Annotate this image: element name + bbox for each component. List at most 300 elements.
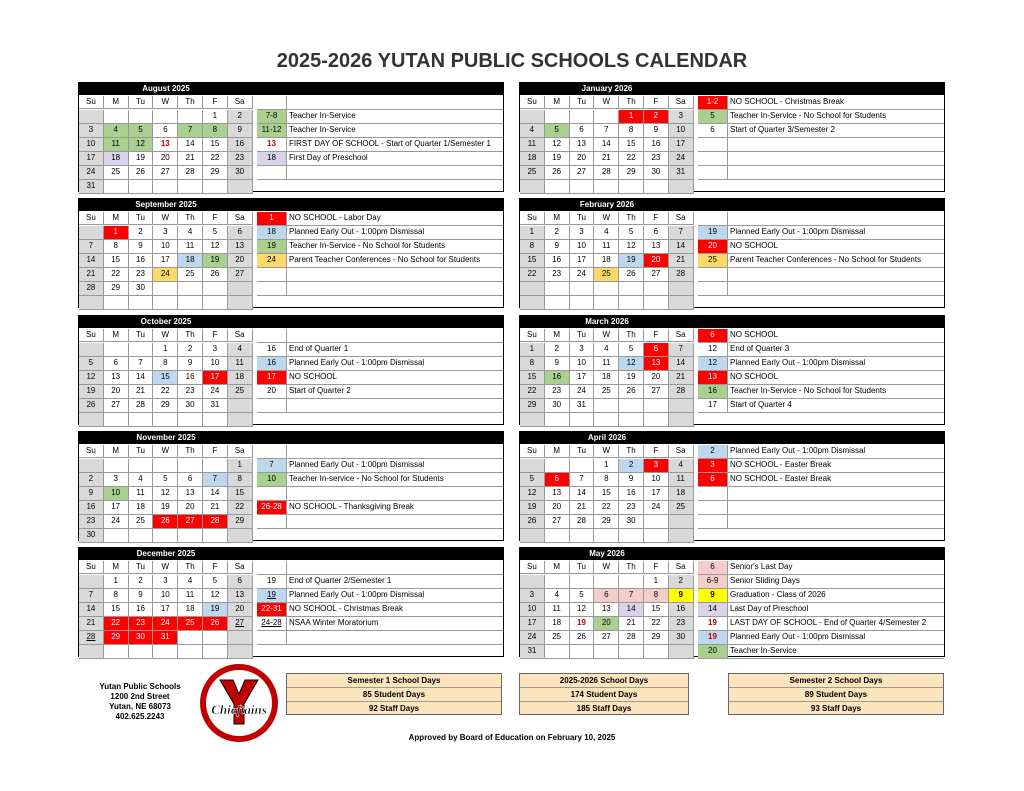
calendar-day: 30 <box>129 631 154 645</box>
summary-title: 2025-2026 School Days <box>520 674 688 688</box>
weekday-header: W <box>594 561 619 574</box>
calendar-day: 18 <box>129 501 154 515</box>
event-description: NO SCHOOL <box>287 371 503 385</box>
calendar-day: 30 <box>178 399 203 413</box>
calendar-day: 14 <box>79 254 104 268</box>
calendar-day: 17 <box>153 603 178 617</box>
calendar-day: 25 <box>104 166 129 180</box>
event-date: 10 <box>257 473 287 487</box>
calendar-day: 23 <box>129 617 154 631</box>
event-description: NO SCHOOL - Thanksgiving Break <box>287 501 503 515</box>
calendar-day: 12 <box>203 589 228 603</box>
event-date <box>698 501 728 515</box>
event-date <box>698 487 728 501</box>
month-block <box>78 315 504 425</box>
calendar-day: 6 <box>644 226 669 240</box>
calendar-day <box>178 645 203 659</box>
calendar-day: 17 <box>104 501 129 515</box>
calendar-day: 7 <box>669 226 694 240</box>
event-description: NO SCHOOL <box>728 240 944 254</box>
calendar-day: 7 <box>594 124 619 138</box>
event-description <box>287 282 503 296</box>
weekday-header: Sa <box>228 329 253 342</box>
calendar-day: 2 <box>79 473 104 487</box>
calendar-day <box>619 529 644 543</box>
calendar-day: 8 <box>153 357 178 371</box>
calendar-day <box>594 413 619 427</box>
weekday-header: Th <box>178 561 203 574</box>
month-header <box>79 432 503 444</box>
calendar-day: 31 <box>203 399 228 413</box>
calendar-day: 10 <box>79 138 104 152</box>
weekday-header: Tu <box>129 445 154 458</box>
event-description: Teacher In-Service - No School for Students <box>728 385 944 399</box>
calendar-day: 8 <box>203 124 228 138</box>
event-date: 24 <box>257 254 287 268</box>
month-header <box>79 548 503 560</box>
event-description: Teacher In-Service - No School for Students <box>728 110 944 124</box>
calendar-day <box>520 413 545 427</box>
calendar-day: 19 <box>203 603 228 617</box>
calendar-day: 13 <box>644 357 669 371</box>
event-date: 20 <box>257 385 287 399</box>
weekday-header: Tu <box>129 561 154 574</box>
weekday-header: Su <box>79 445 104 458</box>
weekday-header: Sa <box>669 329 694 342</box>
calendar-day: 3 <box>570 343 595 357</box>
weekday-header: F <box>644 329 669 342</box>
calendar-day <box>203 645 228 659</box>
calendar-day <box>520 529 545 543</box>
event-date <box>257 515 287 529</box>
calendar-day: 26 <box>570 631 595 645</box>
event-date: 6 <box>698 124 728 138</box>
calendar-day: 2 <box>129 575 154 589</box>
calendar-day: 8 <box>619 124 644 138</box>
calendar-day: 21 <box>203 501 228 515</box>
weekday-header: F <box>644 445 669 458</box>
calendar-day <box>153 180 178 194</box>
calendar-day: 28 <box>129 399 154 413</box>
calendar-day <box>203 459 228 473</box>
event-description: NO SCHOOL <box>728 329 944 343</box>
calendar-day <box>545 180 570 194</box>
calendar-day: 7 <box>129 357 154 371</box>
weekday-header: Sa <box>228 96 253 109</box>
calendar-day: 4 <box>228 343 253 357</box>
calendar-day: 3 <box>669 110 694 124</box>
calendar-day: 9 <box>228 124 253 138</box>
calendar-day: 23 <box>619 501 644 515</box>
calendar-day <box>178 282 203 296</box>
calendar-day: 14 <box>669 240 694 254</box>
calendar-day: 13 <box>104 371 129 385</box>
calendar-day: 15 <box>644 603 669 617</box>
weekday-header: F <box>644 561 669 574</box>
calendar-day <box>669 296 694 310</box>
calendar-day: 4 <box>545 589 570 603</box>
event-date <box>698 152 728 166</box>
calendar-day: 27 <box>153 166 178 180</box>
calendar-day: 27 <box>570 166 595 180</box>
event-description <box>728 212 944 226</box>
calendar-day: 13 <box>178 487 203 501</box>
calendar-day <box>669 399 694 413</box>
calendar-day: 9 <box>545 240 570 254</box>
weekday-header: Sa <box>669 96 694 109</box>
calendar-day: 3 <box>79 124 104 138</box>
calendar-day <box>669 282 694 296</box>
calendar-day: 17 <box>669 138 694 152</box>
calendar-day <box>619 296 644 310</box>
month-header <box>520 316 944 328</box>
weekday-header: W <box>594 329 619 342</box>
event-description: Planned Early Out - 1:00pm Dismissal <box>728 631 944 645</box>
event-date: 9 <box>698 589 728 603</box>
weekday-header: Tu <box>570 445 595 458</box>
calendar-day <box>178 110 203 124</box>
calendar-day: 26 <box>619 268 644 282</box>
event-description <box>287 329 503 343</box>
calendar-day: 29 <box>619 166 644 180</box>
calendar-day: 1 <box>619 110 644 124</box>
calendar-day <box>203 529 228 543</box>
calendar-day: 29 <box>520 399 545 413</box>
event-description: Parent Teacher Conferences - No School for Students <box>287 254 503 268</box>
calendar-day: 20 <box>594 617 619 631</box>
calendar-day <box>79 343 104 357</box>
calendar-day: 28 <box>178 166 203 180</box>
calendar-day: 8 <box>644 589 669 603</box>
calendar-day: 22 <box>619 152 644 166</box>
calendar-day <box>104 645 129 659</box>
calendar-day <box>669 645 694 659</box>
calendar-day: 6 <box>104 357 129 371</box>
calendar-day: 25 <box>594 268 619 282</box>
weekday-header: Tu <box>570 212 595 225</box>
month-block <box>78 198 504 308</box>
calendar-day: 15 <box>228 487 253 501</box>
calendar-day: 29 <box>594 515 619 529</box>
calendar-day: 23 <box>644 152 669 166</box>
month-name: December 2025 <box>136 549 196 558</box>
calendar-day: 24 <box>153 617 178 631</box>
calendar-day <box>129 296 154 310</box>
event-date: 19 <box>698 226 728 240</box>
semester2-summary <box>728 673 944 715</box>
calendar-day: 5 <box>203 226 228 240</box>
calendar-day: 8 <box>228 473 253 487</box>
event-description: Last Day of Preschool <box>728 603 944 617</box>
calendar-day: 23 <box>79 515 104 529</box>
calendar-day <box>570 413 595 427</box>
month-name: January 2026 <box>581 84 633 93</box>
event-date: 20 <box>698 240 728 254</box>
event-date: 6 <box>698 473 728 487</box>
calendar-day: 25 <box>178 268 203 282</box>
calendar-day: 27 <box>104 399 129 413</box>
summary-students: 89 Student Days <box>729 688 943 702</box>
event-date: 6 <box>698 329 728 343</box>
calendar-day <box>619 180 644 194</box>
event-date: 16 <box>698 385 728 399</box>
calendar-day <box>203 413 228 427</box>
calendar-day: 18 <box>178 254 203 268</box>
calendar-day: 10 <box>520 603 545 617</box>
calendar-day: 29 <box>153 399 178 413</box>
calendar-day: 15 <box>520 254 545 268</box>
calendar-day <box>178 180 203 194</box>
weekday-header: F <box>644 96 669 109</box>
calendar-day: 29 <box>644 631 669 645</box>
weekday-header: F <box>203 212 228 225</box>
calendar-day: 26 <box>545 166 570 180</box>
event-date: 18 <box>257 226 287 240</box>
calendar-day: 23 <box>545 268 570 282</box>
calendar-day <box>79 110 104 124</box>
calendar-day <box>619 645 644 659</box>
calendar-day: 11 <box>520 138 545 152</box>
calendar-day: 6 <box>178 473 203 487</box>
event-date: 6-9 <box>698 575 728 589</box>
calendar-day <box>79 575 104 589</box>
calendar-day: 10 <box>153 240 178 254</box>
weekday-header: M <box>104 561 129 574</box>
calendar-day: 26 <box>129 166 154 180</box>
calendar-day: 10 <box>644 473 669 487</box>
calendar-day: 14 <box>570 487 595 501</box>
calendar-day <box>644 645 669 659</box>
event-description: Planned Early Out - 1:00pm Dismissal <box>287 589 503 603</box>
calendar-day <box>203 631 228 645</box>
calendar-day: 4 <box>594 226 619 240</box>
event-description <box>287 445 503 459</box>
event-description <box>287 399 503 413</box>
calendar-day: 14 <box>594 138 619 152</box>
calendar-day <box>129 343 154 357</box>
calendar-day: 5 <box>619 226 644 240</box>
calendar-day <box>178 529 203 543</box>
calendar-day: 9 <box>129 589 154 603</box>
calendar-day: 5 <box>619 343 644 357</box>
calendar-day: 20 <box>228 603 253 617</box>
weekday-header: W <box>594 445 619 458</box>
event-description: Senior Sliding Days <box>728 575 944 589</box>
calendar-day: 9 <box>545 357 570 371</box>
event-description <box>728 166 944 180</box>
calendar-day: 30 <box>79 529 104 543</box>
calendar-day: 20 <box>153 152 178 166</box>
event-date <box>698 268 728 282</box>
calendar-day <box>545 282 570 296</box>
calendar-day: 30 <box>669 631 694 645</box>
calendar-day: 11 <box>178 240 203 254</box>
calendar-day: 5 <box>520 473 545 487</box>
event-description: Teacher In-Service <box>287 124 503 138</box>
calendar-day <box>129 180 154 194</box>
event-date: 2 <box>698 445 728 459</box>
weekday-header: Su <box>79 561 104 574</box>
summary-title: Semester 2 School Days <box>729 674 943 688</box>
calendar-day: 14 <box>669 357 694 371</box>
calendar-day <box>228 645 253 659</box>
event-date <box>698 212 728 226</box>
event-description <box>287 166 503 180</box>
weekday-header: Sa <box>669 212 694 225</box>
weekday-header: Sa <box>228 212 253 225</box>
calendar-day <box>669 515 694 529</box>
calendar-day: 12 <box>570 603 595 617</box>
month-block <box>519 315 945 425</box>
calendar-day: 9 <box>79 487 104 501</box>
calendar-day: 26 <box>520 515 545 529</box>
calendar-day: 11 <box>104 138 129 152</box>
weekday-header: Su <box>520 212 545 225</box>
event-date: 13 <box>257 138 287 152</box>
calendar-day <box>153 413 178 427</box>
calendar-day: 11 <box>129 487 154 501</box>
event-description <box>287 561 503 575</box>
event-date: 14 <box>698 603 728 617</box>
event-description: NO SCHOOL - Easter Break <box>728 459 944 473</box>
weekday-header: M <box>545 561 570 574</box>
calendar-day: 16 <box>644 138 669 152</box>
calendar-day <box>129 459 154 473</box>
calendar-day <box>228 282 253 296</box>
calendar-day: 13 <box>570 138 595 152</box>
calendar-day <box>520 282 545 296</box>
calendar-day: 20 <box>644 254 669 268</box>
calendar-day: 6 <box>153 124 178 138</box>
calendar-day: 28 <box>594 166 619 180</box>
calendar-day: 28 <box>669 385 694 399</box>
calendar-day: 10 <box>570 357 595 371</box>
event-description: Parent Teacher Conferences - No School for Students <box>728 254 944 268</box>
calendar-day: 19 <box>545 152 570 166</box>
weekday-header: Su <box>520 329 545 342</box>
event-description: Planned Early Out - 1:00pm Dismissal <box>728 357 944 371</box>
summary-students: 85 Student Days <box>287 688 501 702</box>
calendar-day <box>520 110 545 124</box>
calendar-day: 15 <box>619 138 644 152</box>
calendar-day: 18 <box>669 487 694 501</box>
calendar-day: 4 <box>178 575 203 589</box>
calendar-day: 31 <box>153 631 178 645</box>
calendar-day: 12 <box>203 240 228 254</box>
calendar-day: 29 <box>228 515 253 529</box>
calendar-day: 22 <box>644 617 669 631</box>
logo-wordmark: Chieftains <box>211 702 267 717</box>
calendar-day <box>228 631 253 645</box>
calendar-day: 1 <box>520 226 545 240</box>
event-date: 17 <box>257 371 287 385</box>
month-block <box>519 198 945 308</box>
event-date <box>257 445 287 459</box>
event-description: Teacher In-Service <box>287 110 503 124</box>
calendar-day: 15 <box>153 371 178 385</box>
calendar-day: 28 <box>619 631 644 645</box>
calendar-day <box>545 645 570 659</box>
event-date: 6 <box>698 561 728 575</box>
calendar-day: 31 <box>570 399 595 413</box>
calendar-day: 22 <box>104 617 129 631</box>
calendar-day: 22 <box>228 501 253 515</box>
calendar-day: 10 <box>669 124 694 138</box>
school-name: Yutan Public Schools <box>99 682 181 691</box>
calendar-day <box>228 296 253 310</box>
calendar-day: 27 <box>644 385 669 399</box>
summary-staff: 93 Staff Days <box>810 704 862 713</box>
event-description: NO SCHOOL - Christmas Break <box>728 96 944 110</box>
calendar-day: 2 <box>545 226 570 240</box>
calendar-day: 8 <box>520 357 545 371</box>
event-date: 22-31 <box>257 603 287 617</box>
calendar-day <box>104 529 129 543</box>
calendar-day: 17 <box>520 617 545 631</box>
calendar-day: 17 <box>570 254 595 268</box>
calendar-day: 24 <box>79 166 104 180</box>
calendar-day: 2 <box>545 343 570 357</box>
calendar-day: 7 <box>570 473 595 487</box>
calendar-day <box>570 575 595 589</box>
event-description: End of Quarter 3 <box>728 343 944 357</box>
event-description <box>728 138 944 152</box>
calendar-day: 18 <box>104 152 129 166</box>
calendar-day: 5 <box>545 124 570 138</box>
calendar-day: 19 <box>129 152 154 166</box>
calendar-day: 1 <box>228 459 253 473</box>
calendar-day <box>644 529 669 543</box>
weekday-header: M <box>104 329 129 342</box>
calendar-day: 20 <box>644 371 669 385</box>
weekday-header: Su <box>520 561 545 574</box>
school-phone: 402.625.2243 <box>115 712 165 721</box>
calendar-day: 26 <box>619 385 644 399</box>
event-date: 19 <box>698 631 728 645</box>
calendar-day: 10 <box>570 240 595 254</box>
calendar-day <box>619 282 644 296</box>
event-date <box>257 329 287 343</box>
calendar-day <box>644 282 669 296</box>
calendar-day: 7 <box>669 343 694 357</box>
calendar-day: 6 <box>545 473 570 487</box>
calendar-day: 9 <box>129 240 154 254</box>
event-description: Teacher In-Service - No School for Students <box>287 240 503 254</box>
calendar-day: 3 <box>104 473 129 487</box>
weekday-header: Th <box>178 212 203 225</box>
month-header <box>520 548 944 560</box>
weekday-header: Tu <box>129 212 154 225</box>
calendar-day: 4 <box>129 473 154 487</box>
calendar-day: 31 <box>669 166 694 180</box>
calendar-day <box>203 180 228 194</box>
weekday-header: Tu <box>129 329 154 342</box>
calendar-day: 20 <box>104 385 129 399</box>
calendar-day: 16 <box>228 138 253 152</box>
event-description: Planned Early Out - 1:00pm Dismissal <box>728 226 944 240</box>
calendar-day: 13 <box>644 240 669 254</box>
event-date <box>257 166 287 180</box>
month-name: April 2026 <box>587 433 627 442</box>
calendar-day: 12 <box>619 240 644 254</box>
calendar-day <box>545 575 570 589</box>
calendar-day: 23 <box>178 385 203 399</box>
calendar-day: 21 <box>669 254 694 268</box>
calendar-day: 18 <box>545 617 570 631</box>
calendar-day: 16 <box>178 371 203 385</box>
event-description: LAST DAY OF SCHOOL - End of Quarter 4/Semester 2 <box>728 617 944 631</box>
event-date <box>698 282 728 296</box>
